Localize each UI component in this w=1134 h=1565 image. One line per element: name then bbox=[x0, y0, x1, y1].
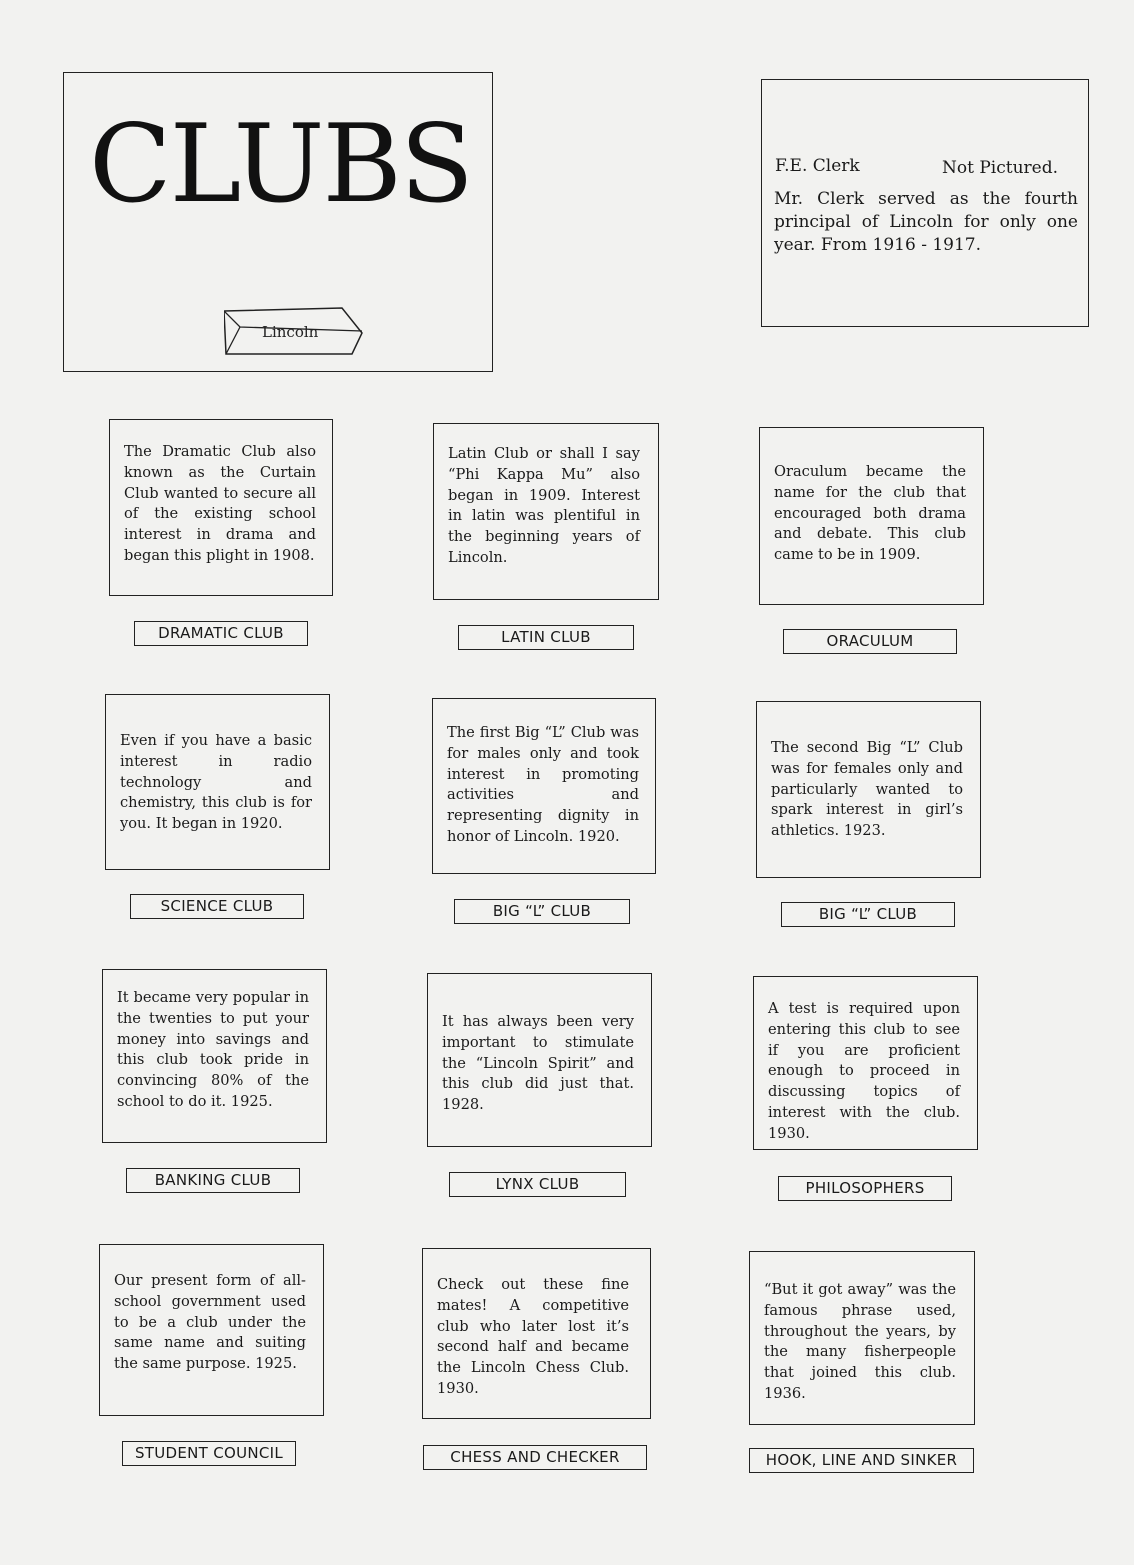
lincoln-label: Lincoln bbox=[262, 323, 319, 341]
club-card-big-l-male bbox=[432, 698, 656, 874]
club-label-student-council: STUDENT COUNCIL bbox=[122, 1441, 296, 1466]
club-card-hook-line bbox=[749, 1251, 975, 1425]
club-card-dramatic bbox=[109, 419, 333, 596]
club-description: It has always been very important to stimulate the “Lincoln Spirit” and this club did just that. 1928. bbox=[442, 1013, 634, 1114]
club-card-science bbox=[105, 694, 330, 870]
club-card-oraculum bbox=[759, 427, 984, 605]
club-label-hook-line: HOOK, LINE AND SINKER bbox=[749, 1448, 974, 1473]
club-description: The second Big “L” Club was for females only and particularly wanted to spark interest in girl’s athletics. 1923. bbox=[771, 739, 963, 840]
club-description: The Dramatic Club also known as the Curtain Club wanted to secure all of the existing school interest in drama and began this plight in 1908. bbox=[124, 443, 316, 564]
club-card-big-l-female bbox=[756, 701, 981, 878]
club-description: It became very popular in the twenties to put your money into savings and this club took pride in convincing 80% of the school to do it. 1925. bbox=[117, 989, 309, 1110]
principal-text: Mr. Clerk served as the fourth principal of Lincoln for only one year. From 1916 - 1917. bbox=[774, 189, 1078, 255]
club-card-latin bbox=[433, 423, 659, 600]
club-card-lynx bbox=[427, 973, 652, 1147]
club-card-banking bbox=[102, 969, 327, 1143]
club-label-chess: CHESS AND CHECKER bbox=[423, 1445, 647, 1470]
club-label-big-l-male: BIG “L” CLUB bbox=[454, 899, 630, 924]
club-label-science: SCIENCE CLUB bbox=[130, 894, 304, 919]
club-description: A test is required upon entering this club to see if you are proficient enough to proceed in discussing topics of interest with the club. 1930. bbox=[768, 1000, 960, 1142]
club-label-oraculum: ORACULUM bbox=[783, 629, 957, 654]
club-label-banking: BANKING CLUB bbox=[126, 1168, 300, 1193]
page-title: CLUBS bbox=[89, 102, 472, 227]
club-description: Oraculum became the name for the club that encouraged both drama and debate. This club came to be in 1909. bbox=[774, 463, 966, 564]
club-description: “But it got away” was the famous phrase used, throughout the years, by the many fisherpeople that joined this club. 1936. bbox=[764, 1281, 956, 1402]
principal-note: Not Pictured. bbox=[942, 158, 1058, 178]
club-label-big-l-female: BIG “L” CLUB bbox=[781, 902, 955, 927]
club-label-dramatic: DRAMATIC CLUB bbox=[134, 621, 308, 646]
club-description: Check out these fine mates! A competitive club who later lost it’s second half and became the Lincoln Chess Club. 1930. bbox=[437, 1276, 629, 1397]
club-description: Latin Club or shall I say “Phi Kappa Mu” also began in 1909. Interest in latin was plentiful in the beginning years of Lincoln. bbox=[448, 445, 640, 566]
club-description: The first Big “L” Club was for males only and took interest in promoting activities and representing dignity in honor of Lincoln. 1920. bbox=[447, 724, 639, 845]
club-label-latin: LATIN CLUB bbox=[458, 625, 634, 650]
club-description: Even if you have a basic interest in radio technology and chemistry, this club is for you. It began in 1920. bbox=[120, 732, 312, 833]
club-card-chess bbox=[422, 1248, 651, 1419]
lincoln-tag bbox=[224, 305, 354, 347]
club-card-philosophers bbox=[753, 976, 978, 1150]
principal-box bbox=[761, 79, 1089, 327]
club-label-philosophers: PHILOSOPHERS bbox=[778, 1176, 952, 1201]
club-label-lynx: LYNX CLUB bbox=[449, 1172, 626, 1197]
principal-name: F.E. Clerk bbox=[775, 156, 860, 176]
club-description: Our present form of all-school government used to be a club under the same name and suiting the same purpose. 1925. bbox=[114, 1272, 306, 1373]
club-card-student-council bbox=[99, 1244, 324, 1416]
title-box bbox=[63, 72, 493, 372]
